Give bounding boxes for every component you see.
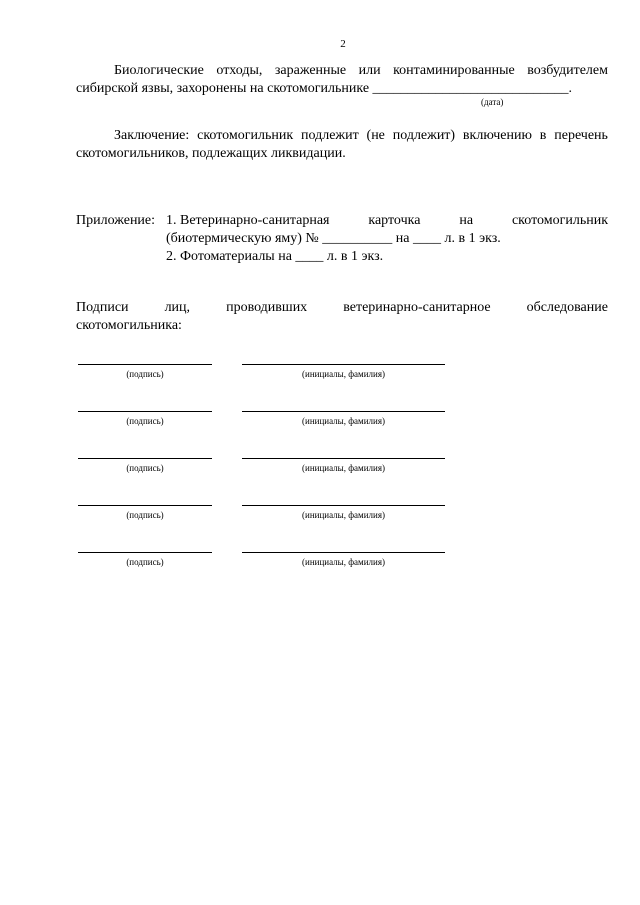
word: контаминированные <box>393 63 515 78</box>
word: карточка <box>368 213 421 228</box>
attachment-item1-line1 <box>166 212 608 230</box>
word: Заключение: <box>114 128 190 143</box>
signature-line <box>78 505 212 506</box>
word: 1. Ветеринарно-санитарная <box>166 213 330 228</box>
word: скотомогильник <box>511 213 608 228</box>
word: подлежит) <box>392 128 456 143</box>
signature-line <box>78 364 212 365</box>
signatures-intro-line2: скотомогильника: <box>76 318 182 333</box>
name-line <box>242 505 445 506</box>
name-line <box>242 364 445 365</box>
word: зараженные <box>274 63 347 78</box>
word: обследование <box>526 300 608 315</box>
name-label: (инициалы, фамилия) <box>302 463 385 473</box>
signature-label: (подпись) <box>126 416 164 426</box>
attachment-item1-line2: (биотермическую яму) № __________ на ____ л. в 1 экз. <box>166 231 501 246</box>
word: Биологические <box>114 63 204 78</box>
paragraph-waste-line1 <box>114 62 608 80</box>
name-line <box>242 411 445 412</box>
name-line <box>242 552 445 553</box>
word: скотомогильник <box>197 128 294 143</box>
attachment-label: Приложение: <box>76 213 156 228</box>
paragraph-conclusion-line2: скотомогильников, подлежащих ликвидации. <box>76 146 346 161</box>
word: проводивших <box>226 300 308 315</box>
name-label: (инициалы, фамилия) <box>302 416 385 426</box>
word: лиц, <box>164 300 191 315</box>
signature-label: (подпись) <box>126 369 164 379</box>
paragraph-conclusion-line1 <box>114 127 608 145</box>
name-line <box>242 458 445 459</box>
word: перечень <box>554 128 608 143</box>
name-label: (инициалы, фамилия) <box>302 557 385 567</box>
signatures-intro-line1 <box>76 299 608 317</box>
attachment-item2: 2. Фотоматериалы на ____ л. в 1 экз. <box>166 249 384 264</box>
signature-line <box>78 411 212 412</box>
word: отходы, <box>216 63 263 78</box>
name-label: (инициалы, фамилия) <box>302 510 385 520</box>
signature-line <box>78 552 212 553</box>
word: в <box>539 128 547 143</box>
paragraph-waste-line2: сибирской язвы, захоронены на скотомогильнике ____________________________. <box>76 81 573 96</box>
signature-line <box>78 458 212 459</box>
signature-label: (подпись) <box>126 510 164 520</box>
word: включению <box>462 128 532 143</box>
word: возбудителем <box>527 63 608 78</box>
word: на <box>459 213 474 228</box>
word: или <box>358 63 381 78</box>
word: подлежит <box>301 128 359 143</box>
word: Подписи <box>76 300 129 315</box>
word: (не <box>366 128 385 143</box>
page-number: 2 <box>340 38 346 50</box>
date-hint: (дата) <box>481 97 504 107</box>
signature-label: (подпись) <box>126 557 164 567</box>
name-label: (инициалы, фамилия) <box>302 369 385 379</box>
signature-label: (подпись) <box>126 463 164 473</box>
word: ветеринарно-санитарное <box>343 300 491 315</box>
